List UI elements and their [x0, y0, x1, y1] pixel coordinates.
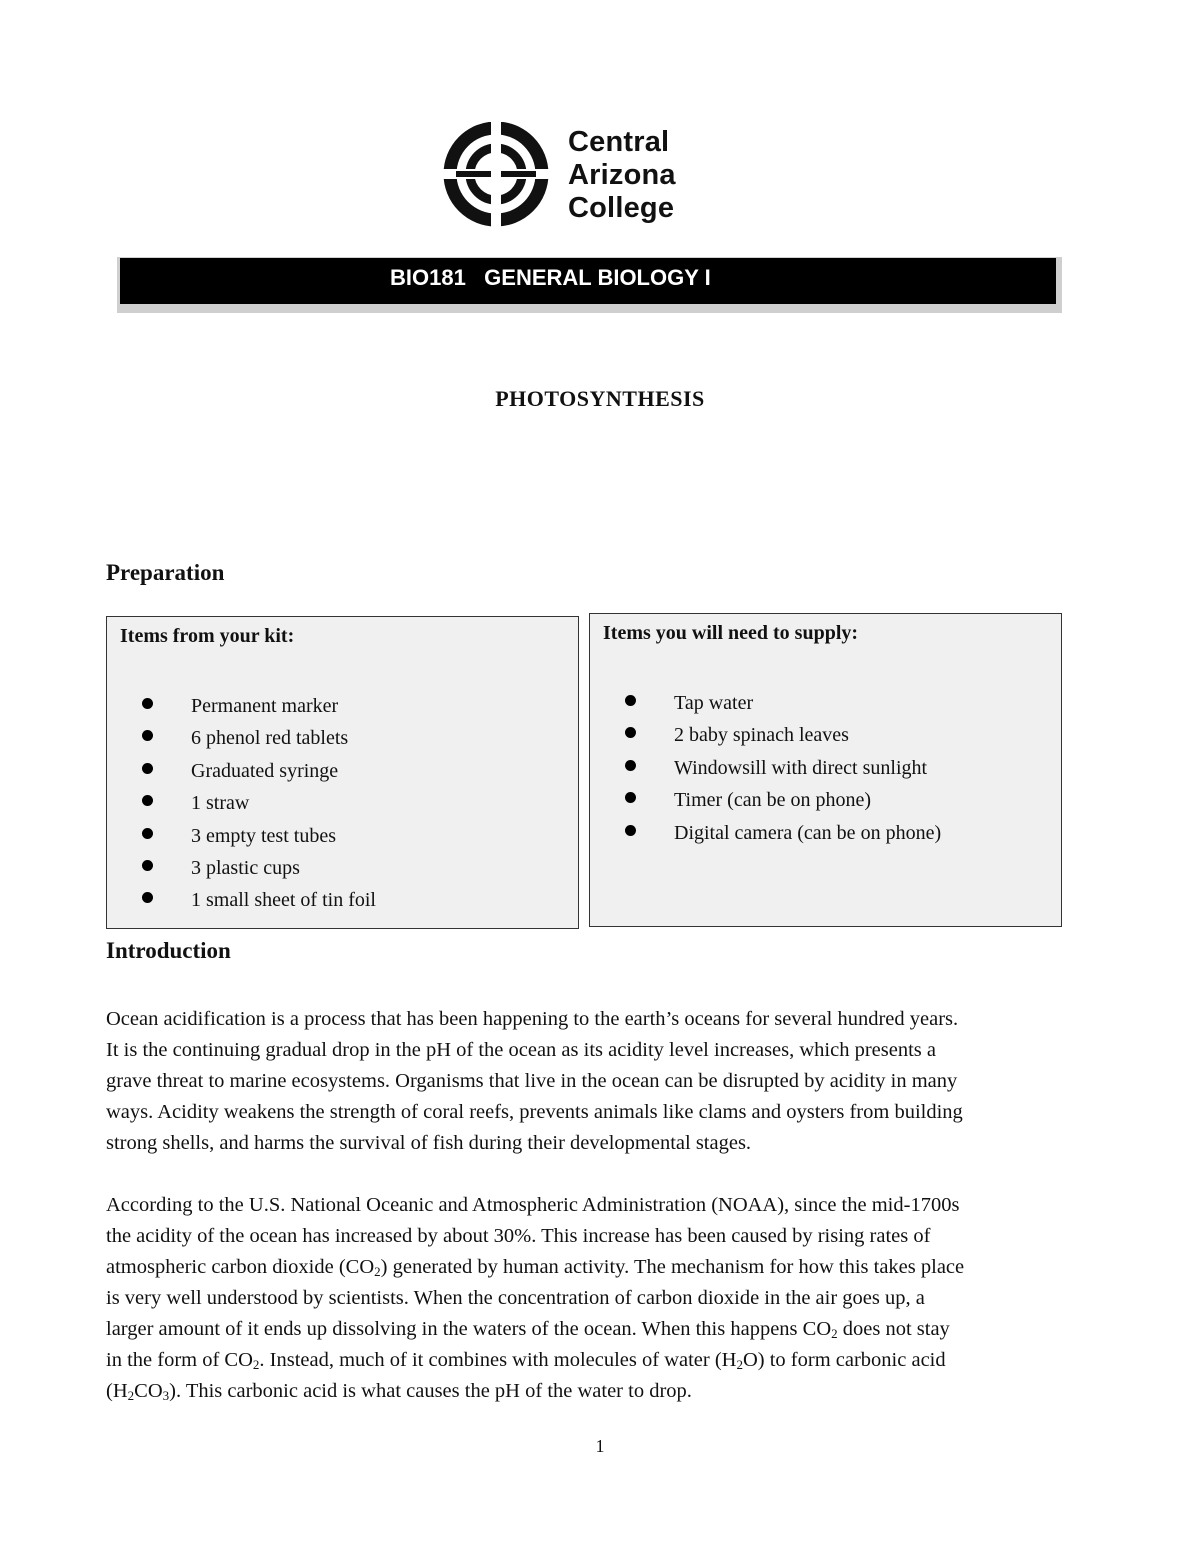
list-item-text: 1 small sheet of tin foil — [191, 889, 376, 912]
bullet-icon — [142, 795, 153, 806]
text-run: . Instead, much of it combines with molecules of water (H — [259, 1349, 737, 1371]
text-run: O) to form carbonic acid — [742, 1349, 946, 1371]
document-title: PHOTOSYNTHESIS — [495, 386, 705, 411]
paragraph-line: According to the U.S. National Oceanic and Atmospheric Administration (NOAA), since the mid-1700s — [106, 1194, 960, 1216]
paragraph-line — [106, 1314, 1106, 1345]
paragraph-line — [106, 1376, 1106, 1407]
bullet-icon — [142, 763, 153, 774]
introduction-paragraph-1 — [106, 1004, 1106, 1159]
introduction-paragraph-2 — [106, 1190, 1106, 1407]
supply-items-box — [589, 613, 1062, 927]
bullet-icon — [625, 825, 636, 836]
paragraph-line: is very well understood by scientists. When the concentration of carbon dioxide in the air goes up, a — [106, 1287, 925, 1309]
introduction-heading: Introduction — [106, 938, 231, 963]
bullet-icon — [142, 860, 153, 871]
list-item-text: Permanent marker — [191, 695, 339, 717]
subscript: 2 — [831, 1326, 838, 1341]
paragraph-line: the acidity of the ocean has increased by about 30%. This increase has been caused by rising rates of — [106, 1225, 931, 1247]
page-number: 1 — [595, 1436, 605, 1456]
text-run: in the form of CO — [106, 1349, 253, 1371]
paragraph-line: It is the continuing gradual drop in the pH of the ocean as its acidity level increases, which presents a — [106, 1039, 936, 1061]
list-item-text: 3 plastic cups — [191, 856, 300, 879]
college-name-line: College — [568, 192, 675, 224]
paragraph-line — [106, 1252, 1106, 1283]
list-item-text: Windowsill with direct sunlight — [674, 756, 928, 779]
bullet-icon — [142, 828, 153, 839]
list-item-text: 3 empty test tubes — [191, 824, 336, 847]
course-code: BIO181 — [390, 265, 466, 290]
list-item-text: Graduated syringe — [191, 759, 339, 782]
text-run: ). This carbonic acid is what causes the pH of the water to drop. — [169, 1380, 692, 1402]
list-item-text: 1 straw — [191, 792, 250, 815]
preparation-heading: Preparation — [106, 560, 225, 585]
college-logo-mark-icon — [442, 122, 552, 227]
course-title: GENERAL BIOLOGY I — [484, 265, 711, 290]
paragraph-line: Ocean acidification is a process that has been happening to the earth’s oceans for several hundred years. — [106, 1008, 959, 1030]
list-item-text: Timer (can be on phone) — [674, 789, 871, 812]
supply-items-title: Items you will need to supply: — [603, 622, 859, 644]
college-logo — [442, 122, 742, 227]
bullet-icon — [142, 892, 153, 903]
subscript: 2 — [252, 1357, 260, 1372]
bullet-icon — [625, 792, 636, 803]
bullet-icon — [142, 698, 153, 709]
list-item-text: Tap water — [674, 692, 754, 714]
subscript: 3 — [162, 1388, 170, 1403]
college-name — [568, 126, 676, 225]
course-banner — [120, 258, 1056, 304]
subscript: 2 — [374, 1264, 381, 1279]
bullet-icon — [625, 760, 636, 771]
subscript: 2 — [736, 1357, 743, 1372]
text-run: ) generated by human activity. The mechanism for how this takes place — [380, 1256, 965, 1278]
text-run: CO — [134, 1380, 163, 1402]
list-item-text: 2 baby spinach leaves — [674, 724, 849, 747]
paragraph-line: ways. Acidity weakens the strength of coral reefs, prevents animals like clams and oysters from building — [106, 1101, 963, 1123]
bullet-icon — [625, 695, 636, 706]
paragraph-line — [106, 1345, 1106, 1376]
paragraph-line: strong shells, and harms the survival of fish during their developmental stages. — [106, 1132, 752, 1154]
kit-items-title: Items from your kit: — [120, 625, 295, 647]
list-item-text: Digital camera (can be on phone) — [674, 821, 942, 844]
text-run: does not stay — [837, 1318, 950, 1340]
list-item-text: 6 phenol red tablets — [191, 727, 349, 750]
text-run: atmospheric carbon dioxide (CO — [106, 1256, 375, 1278]
bullet-icon — [142, 730, 153, 741]
college-name-line: Arizona — [568, 159, 676, 191]
subscript: 2 — [127, 1388, 135, 1403]
bullet-icon — [625, 727, 636, 738]
kit-items-box — [106, 616, 579, 929]
paragraph-line: grave threat to marine ecosystems. Organisms that live in the ocean can be disrupted by acidity in many — [106, 1070, 958, 1092]
college-name-line: Central — [568, 126, 670, 158]
text-run: larger amount of it ends up dissolving in the waters of the ocean. When this happens CO — [106, 1318, 832, 1340]
text-run: (H — [106, 1380, 128, 1402]
